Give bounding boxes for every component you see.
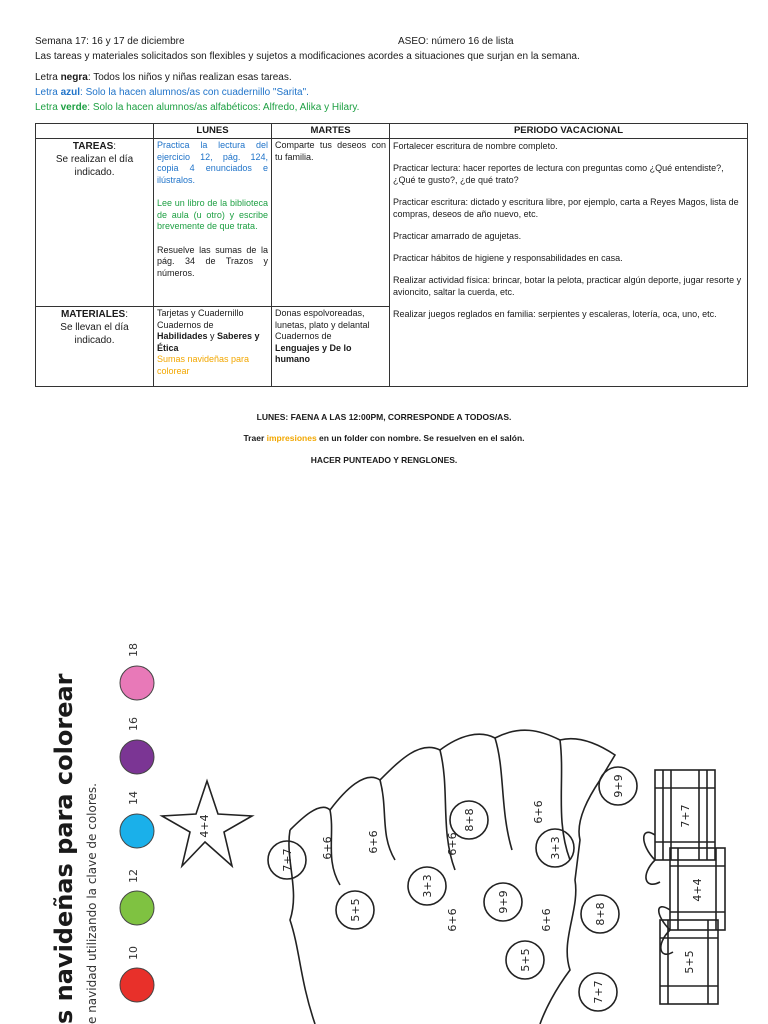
legend-green: Letra verde: Solo la hacen alumnos/as alfabéticos: Alfredo, Alika y Hilary.	[35, 102, 360, 113]
vacacional-cell	[390, 139, 748, 387]
christmas-tree	[289, 730, 615, 1024]
header-lunes: LUNES	[154, 124, 272, 139]
tareas-martes: Comparte tus deseos con tu familia.	[272, 139, 390, 307]
legend-blue: Letra azul: Solo la hacen alumnos/as con cuadernillo "Sarita".	[35, 87, 309, 98]
ornament-sum: 7+7	[281, 848, 294, 872]
worksheet-title: s navideñas para colorear	[50, 673, 78, 1024]
ornament-sum: 7+7	[592, 980, 605, 1004]
punteado-note: HACER PUNTEADO Y RENGLONES.	[310, 455, 458, 465]
vac-item: Practicar lectura: hacer reportes de lectura con preguntas como ¿Qué entendiste?, ¿Qué te gusto?, ¿de qué trato?	[393, 163, 724, 185]
key-circle-14	[120, 814, 154, 848]
gift-sum: 5+5	[683, 950, 696, 974]
gift-sum: 4+4	[691, 878, 704, 902]
tree-sum: 6+6	[540, 908, 553, 932]
cleaning-label: ASEO: número 16 de lista	[398, 36, 514, 47]
tareas-head: TAREAS: Se realizan el día indicado.	[36, 139, 154, 307]
ornament-sum: 5+5	[349, 898, 362, 922]
key-number-14: 14	[127, 791, 140, 805]
tree-sum: 6+6	[367, 830, 380, 854]
tree-sum: 6+6	[446, 832, 459, 856]
flexibility-note: Las tareas y materiales solicitados son flexibles y sujetos a modificaciones acordes a situaciones que surjan en la semana.	[35, 51, 580, 62]
tree-sum: 6+6	[446, 908, 459, 932]
vac-item: Practicar hábitos de higiene y responsabilidades en casa.	[393, 253, 623, 263]
ornament-sum: 3+3	[549, 836, 562, 860]
gift-sum: 7+7	[679, 804, 692, 828]
color-key	[120, 643, 154, 1002]
key-circle-18	[120, 666, 154, 700]
tareas-row	[36, 139, 748, 307]
coloring-worksheet	[0, 620, 768, 1024]
vac-item: Realizar actividad física: brincar, botar la pelota, practicar algún deporte, jugar resorte y avioncito, saltar la cuerda, etc.	[393, 275, 742, 297]
worksheet-svg	[0, 620, 768, 1024]
materiales-lunes: Tarjetas y Cuadernillo Cuadernos de Habilidades y Saberes y Ética Sumas navideñas para colorear	[154, 307, 272, 387]
legend-black: Letra negra: Todos los niños y niñas realizan esas tareas.	[35, 72, 292, 83]
tree-sum: 6+6	[532, 800, 545, 824]
tareas-lunes-green: Lee un libro de la biblioteca de aula (u otro) y escribe brevemente de que trata.	[157, 198, 268, 231]
vac-item: Practicar amarrado de agujetas.	[393, 231, 522, 241]
ornament-sum: 9+9	[497, 890, 510, 914]
tareas-lunes-blue: Practica la lectura del ejercicio 12, pág. 124, copia 4 enunciados e ilústralos.	[157, 140, 268, 185]
faena-note: LUNES: FAENA A LAS 12:00PM, CORRESPONDE A TODOS/AS.	[256, 412, 512, 422]
key-number-12: 12	[127, 869, 140, 883]
tree-sum: 6+6	[321, 836, 334, 860]
ornament-sum: 8+8	[594, 902, 607, 926]
ornament-sum: 8+8	[463, 808, 476, 832]
traer-note: Traer impresiones en un folder con nombre. Se resuelven en el salón.	[243, 433, 525, 443]
tareas-lunes	[154, 139, 272, 307]
materiales-martes: Donas espolvoreadas, lunetas, plato y delantal Cuadernos de Lenguajes y De lo humano	[272, 307, 390, 387]
tareas-lunes-black: Resuelve las sumas de la pág. 34 de Trazos y números.	[157, 244, 268, 278]
ornament-sum: 3+3	[421, 874, 434, 898]
vac-item: Fortalecer escritura de nombre completo.	[393, 141, 558, 151]
ornament-sum: 9+9	[612, 774, 625, 798]
header-empty	[36, 124, 154, 139]
star-sum: 4+4	[198, 814, 211, 838]
ornament-sum: 5+5	[519, 948, 532, 972]
key-number-18: 18	[127, 643, 140, 657]
vac-item: Realizar juegos reglados en familia: serpientes y escaleras, lotería, oca, uno, etc.	[393, 309, 717, 319]
key-number-10: 10	[127, 946, 140, 960]
header-vacacional: PERIODO VACACIONAL	[390, 124, 748, 139]
header-martes: MARTES	[272, 124, 390, 139]
table-header-row	[36, 124, 748, 139]
worksheet-subtitle: e navidad utilizando la clave de colores.	[85, 783, 99, 1024]
key-circle-10	[120, 968, 154, 1002]
vac-item: Practicar escritura: dictado y escritura libre, por ejemplo, carta a Reyes Magos, lista de compras, deseos de año nuevo, etc.	[393, 197, 739, 219]
schedule-table	[35, 123, 748, 387]
key-circle-16	[120, 740, 154, 774]
materiales-head: MATERIALES: Se llevan el día indicado.	[36, 307, 154, 387]
key-number-16: 16	[127, 717, 140, 731]
week-label: Semana 17: 16 y 17 de diciembre	[35, 36, 185, 47]
key-circle-12	[120, 891, 154, 925]
